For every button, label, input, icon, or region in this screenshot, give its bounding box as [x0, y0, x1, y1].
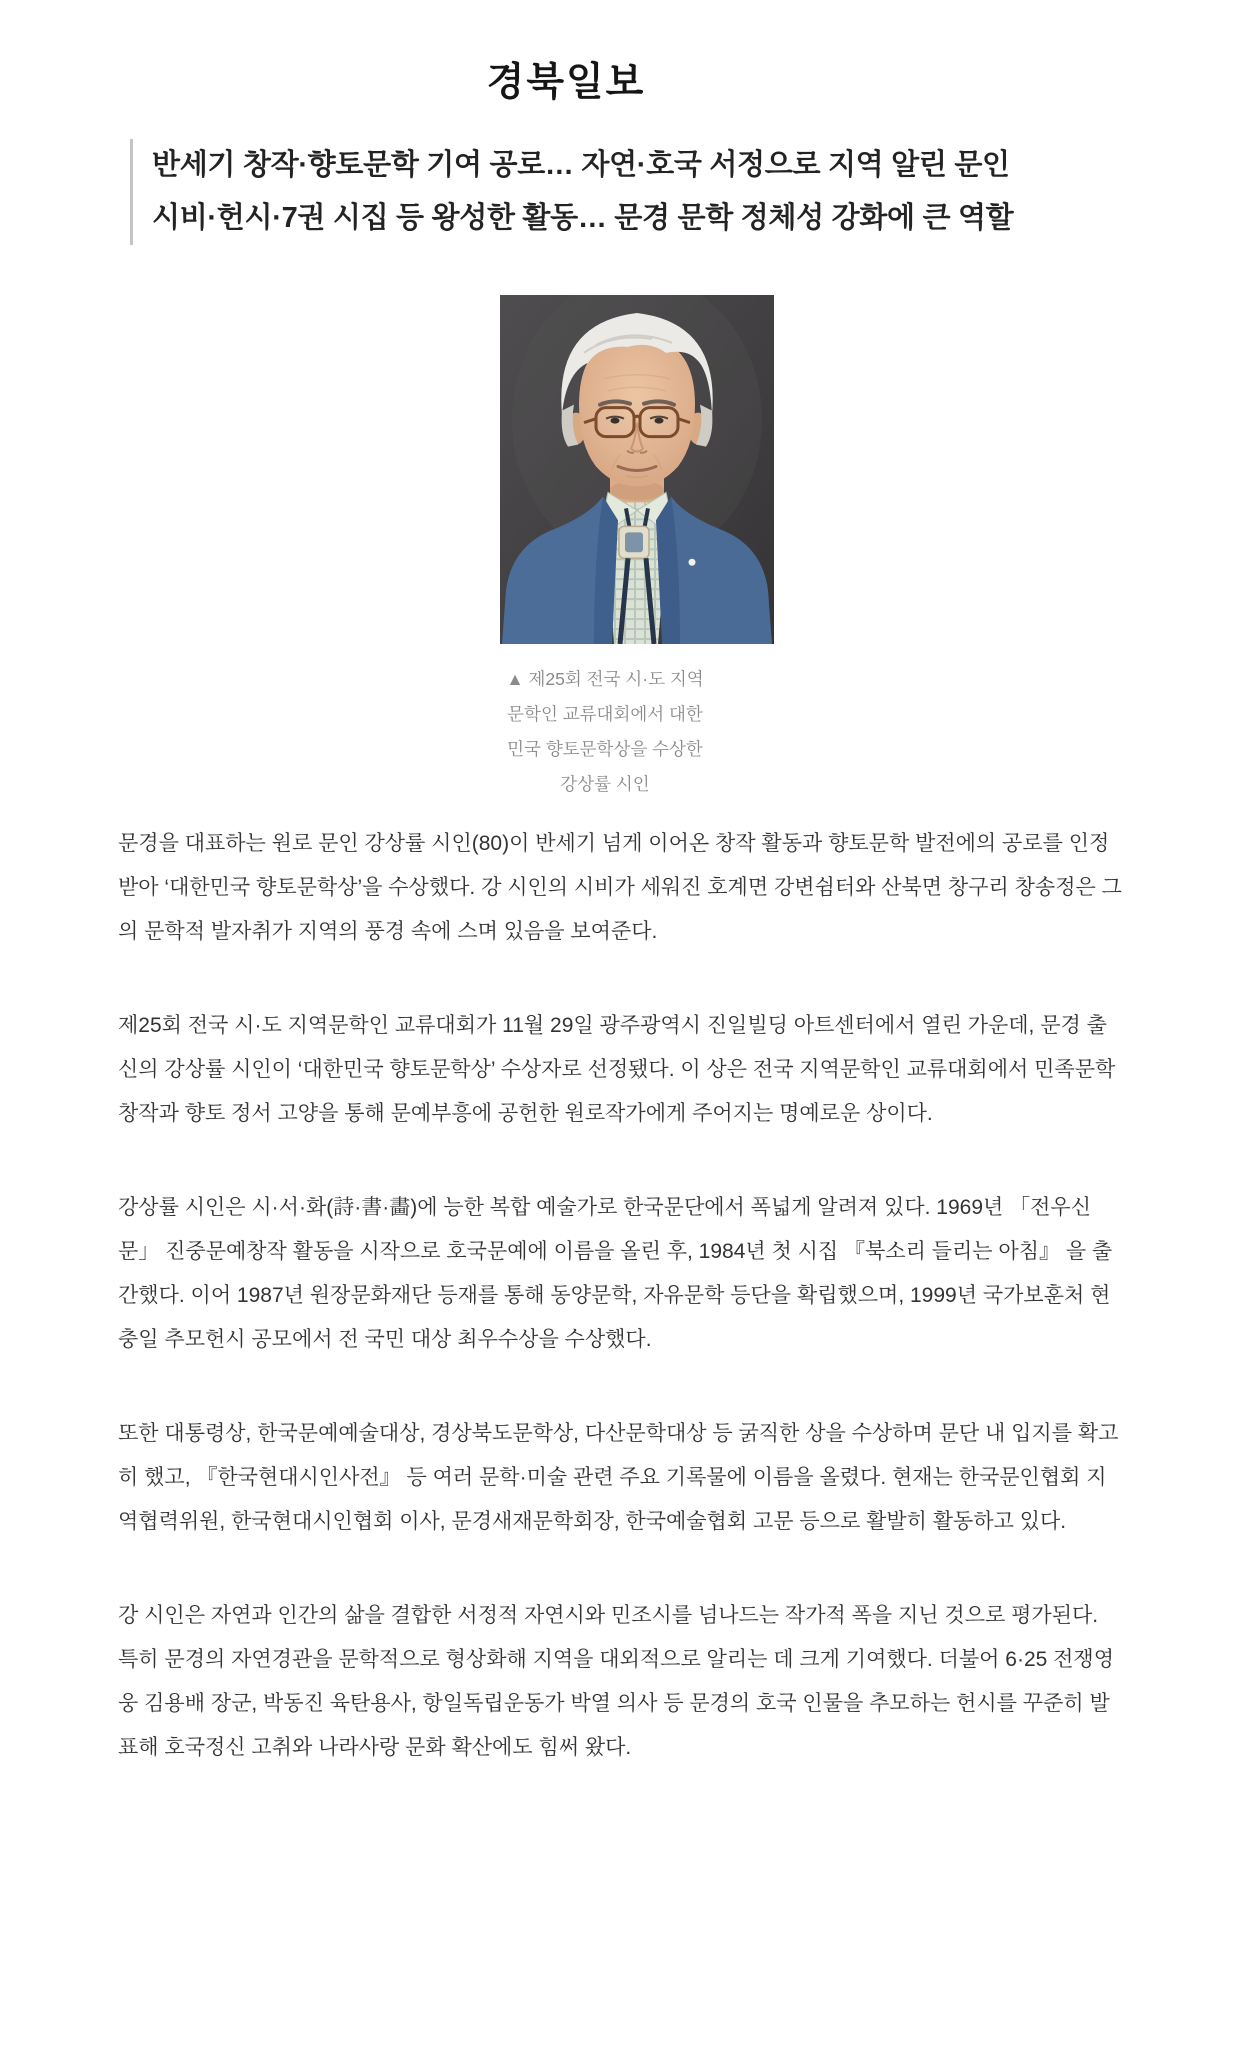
- headline-line: 반세기 창작·향토문학 기여 공로… 자연·호국 서정으로 지역 알린 문인: [152, 149, 1010, 181]
- poet-portrait-photo: [500, 295, 774, 644]
- article-paragraph: 또한 대통령상, 한국문예예술대상, 경상북도문학상, 다산문학대상 등 굵직한 상을 수상하며 문단 내 입지를 확고히 했고, 『한국현대시인사전』 등 여러 문학·미술 관련 주요 기록물에 이름을 올렸다. 현재는 한국문인협회 지역협력위원, 한국현대시인협회 이사, 문경새재문학회장, 한국예술협회 고문 등으로 활발히 활동하고 있다.: [118, 1422, 1119, 1533]
- article-paragraph: 강 시인은 자연과 인간의 삶을 결합한 서정적 자연시와 민조시를 넘나드는 작가적 폭을 지닌 것으로 평가된다. 특히 문경의 자연경관을 문학적으로 형상화해 지역을 대외적으로 알리는 데 크게 기여했다. 더불어 6·25 전쟁영웅 김용배 장군, 박동진 육탄용사, 항일독립운동가 박열 의사 등 문경의 호국 인물을 추모하는 헌시를 꾸준히 발표해 호국정신 고취와 나라사랑 문화 확산에도 힘써 왔다.: [118, 1604, 1115, 1759]
- article-paragraph: 강상률 시인은 시·서·화(詩·書·畵)에 능한 복합 예술가로 한국문단에서 폭넓게 알려져 있다. 1969년 「전우신문」 진중문예창작 활동을 시작으로 호국문예에 이름을 올린 후, 1984년 첫 시집 『북소리 들리는 아침』 을 출간했다. 이어 1987년 원장문화재단 등재를 통해 동양문학, 자유문학 등단을 확립했으며, 1999년 국가보훈처 현충일 추모헌시 공모에서 전 국민 대상 최우수상을 수상했다.: [118, 1196, 1113, 1351]
- newspaper-title: 경북일보: [486, 61, 646, 104]
- article-paragraph: 제25회 전국 시·도 지역문학인 교류대회가 11월 29일 광주광역시 진일빌딩 아트센터에서 열린 가운데, 문경 출신의 강상률 시인이 ‘대한민국 향토문학상’ 수상자로 선정됐다. 이 상은 전국 지역문학인 교류대회에서 민족문학 창작과 향토 정서 고양을 통해 문예부흥에 공헌한 원로작가에게 주어지는 명예로운 상이다.: [118, 1014, 1116, 1125]
- article-paragraph: 문경을 대표하는 원로 문인 강상률 시인(80)이 반세기 넘게 이어온 창작 활동과 향토문학 발전에의 공로를 인정받아 ‘대한민국 향토문학상’을 수상했다. 강 시인의 시비가 세워진 호계면 강변쉼터와 산북면 창구리 창송정은 그의 문학적 발자취가 지역의 풍경 속에 스며 있음을 보여준다.: [118, 832, 1122, 943]
- photo-caption: [340, 662, 870, 802]
- photo-caption-line: 민국 향토문학상을 수상한: [507, 739, 703, 759]
- newspaper-masthead: [0, 60, 1132, 106]
- portrait-photo-illustration: [500, 295, 774, 644]
- photo-caption-line: ▲ 제25회 전국 시·도 지역: [506, 669, 704, 689]
- photo-caption-line: 강상률 시인: [560, 774, 650, 794]
- headline-block: [130, 139, 1152, 245]
- headline-line: 시비·헌시·7권 시집 등 왕성한 활동… 문경 문학 정체성 강화에 큰 역할: [152, 202, 1014, 234]
- photo-caption-line: 문학인 교류대회에서 대한: [507, 704, 703, 724]
- article-body: [118, 822, 1122, 1770]
